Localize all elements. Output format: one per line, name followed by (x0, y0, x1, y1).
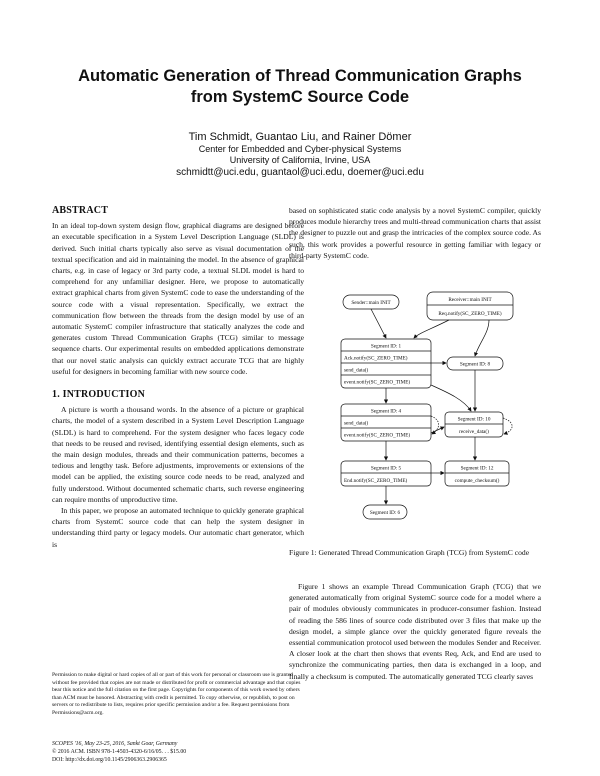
author-emails: schmidtt@uci.edu, guantaol@uci.edu, doemer@uci.edu (176, 167, 424, 178)
req-notify-label: Req.notify(SC_ZERO_TIME) (438, 311, 502, 317)
left-column (52, 205, 304, 550)
segment-1-row-2: send_data() (344, 367, 369, 374)
segment-10-row-1: receive_data() (459, 429, 489, 435)
intro-paragraph-1: A picture is worth a thousand words. In the absence of a picture or graphical charts, the model of a system described in a System Level Description Language (SLDL) is hard to comprehend. For the system designer who faces legacy code that needs to be reused and revised, identifying essential design elements, such as the main design modules, threads and their communication patterns, becomes a tedious and lengthy task. Before adjustments, improvements or extensions of the model can be applied, the existing source code needs to be read, analyzed and fully understood. Without documented schematic charts, such reverse engineering can require months of unproductive time. (52, 405, 304, 504)
intro-paragraph-2: In this paper, we propose an automated technique to quickly generate graphical charts from SystemC source code that can help the system designer in understanding third party or legacy models. Our automatic chart generator, which is (52, 506, 304, 549)
paper-title (40, 66, 560, 108)
segment-4-row-1: send_data() (344, 420, 369, 427)
right-column-bottom (289, 581, 541, 682)
affiliation-line-2: University of California, Irvine, USA (229, 155, 371, 165)
receiver-init-label: Receiver::main INIT (448, 297, 492, 303)
right-paragraph-1: based on sophisticated static code analysis by a novel SystemC compiler, quickly produces module hierarchy trees and multi-thread communication charts that assist the designer to puzzle out and grasp the intricacies of the complex source code. As such, this work provides a powerful resource in getting familiar with legacy or third-party SystemC code. (289, 206, 541, 260)
author-block (40, 130, 560, 179)
publication-info (52, 740, 186, 764)
doi-line: DOI: http://dx.doi.org/10.1145/2906363.2906365 (52, 757, 167, 763)
abstract-heading: ABSTRACT (52, 205, 109, 216)
segment-1-row-1: Ack.notify(SC_ZERO_TIME) (344, 355, 408, 362)
intro-heading: 1. INTRODUCTION (52, 389, 146, 401)
sender-init-label: Sender::main INIT (351, 300, 391, 306)
permission-footnote: Permission to make digital or hard copies of all or part of this work for personal or classroom use is granted without fee provided that copies are not made or distributed for profit or commercial advantage and that copies bear this notice and the full citation on the first page. Copyrights for components of this work owned by others than ACM must be honored. Abstracting with credit is permitted. To copy otherwise, or republish, to post on servers or to redistribute to lists, requires prior specific permission and/or a fee. Request permissions from Permissions@acm.org. (52, 672, 301, 716)
affiliation-line-1: Center for Embedded and Cyber-physical Systems (198, 144, 402, 154)
segment-4-label: Segment ID: 4 (370, 408, 402, 415)
segment-1-label: Segment ID: 1 (370, 343, 402, 350)
edge-seg10-loop (503, 418, 512, 434)
edge-receiver-seg8 (475, 320, 489, 356)
right-column-top (289, 205, 541, 261)
edge-seg1-seg10 (431, 385, 471, 411)
tcg-diagram (329, 288, 519, 526)
copyright-line: © 2016 ACM. ISBN 978-1-4503-4320-6/16/05. . . $15.00 (52, 749, 187, 755)
segment-1-row-3: event.notify(SC_ZERO_TIME) (344, 379, 411, 386)
title-line-2: from SystemC Source Code (190, 88, 410, 106)
figure-caption: Figure 1: Generated Thread Communication Graph (TCG) from SystemC code (289, 548, 530, 557)
venue-line: SCOPES '16, May 23-25, 2016, Sankt Goar, Germany (52, 741, 178, 747)
segment-6-label: Segment ID: 6 (369, 510, 401, 516)
author-names: Tim Schmidt, Guantao Liu, and Rainer Dömer (188, 131, 412, 143)
edge-seg4-seg10 (431, 427, 444, 433)
segment-10-label: Segment ID: 10 (457, 416, 491, 423)
abstract-text: In an ideal top-down system design flow, graphical diagrams are designed before an executable specification in a System Level Description Language (SLDL) is derived. Such initial charts typically also serve as visual documentation of the textual specification and aid in maintaining the model. In the absence of graphical charts, e.g. in case of legacy or 3rd party code, a textual SLDL model is hard to comprehend for any unfamiliar designer. Here, we propose to automatically extract graphical charts from given SystemC code to ease the understanding of the source code with a visual representation. Specifically, we extract the communication flow between the threads from the design model by use of an automatic SystemC compiler infrastructure that statically analyzes the code and generates custom Thread Communication Graphs (TCG) similar to message sequence charts. Our experimental results on embedded applications demonstrate that our novel static analysis can quickly extract accurate TCG that are highly useful for designers in becoming familiar with new source code. (52, 221, 304, 376)
segment-4-row-2: event.notify(SC_ZERO_TIME) (344, 432, 411, 439)
segment-5-label: Segment ID: 5 (370, 465, 402, 472)
segment-5-row-1: End.notify(SC_ZERO_TIME) (344, 478, 408, 484)
edge-sender-seg1 (371, 309, 386, 338)
segment-12-label: Segment ID: 12 (460, 465, 494, 472)
edge-receiver-seg1 (414, 320, 449, 338)
segment-12-row-1: compute_checksum() (454, 478, 500, 484)
title-line-1: Automatic Generation of Thread Communication Graphs (78, 67, 522, 85)
segment-8-label: Segment ID: 8 (459, 361, 491, 368)
right-paragraph-2: Figure 1 shows an example Thread Communication Graph (TCG) that we generated automatically from original SystemC source code for a model where a pair of modules obviously communicates in producer-consumer fashion. Instead of reading the 586 lines of source code distributed over 3 files that make up the design model, a simple glance over the quickly generated figure reveals the essential communication protocol used between the modules Sender and Receiver. A closer look at the chart then shows that events Req, Ack, and End are used to synchronize the communicating parties, then data is exchanged in a loop, and finally a checksum is computed. The automatically generated TCG clearly saves (289, 582, 541, 681)
